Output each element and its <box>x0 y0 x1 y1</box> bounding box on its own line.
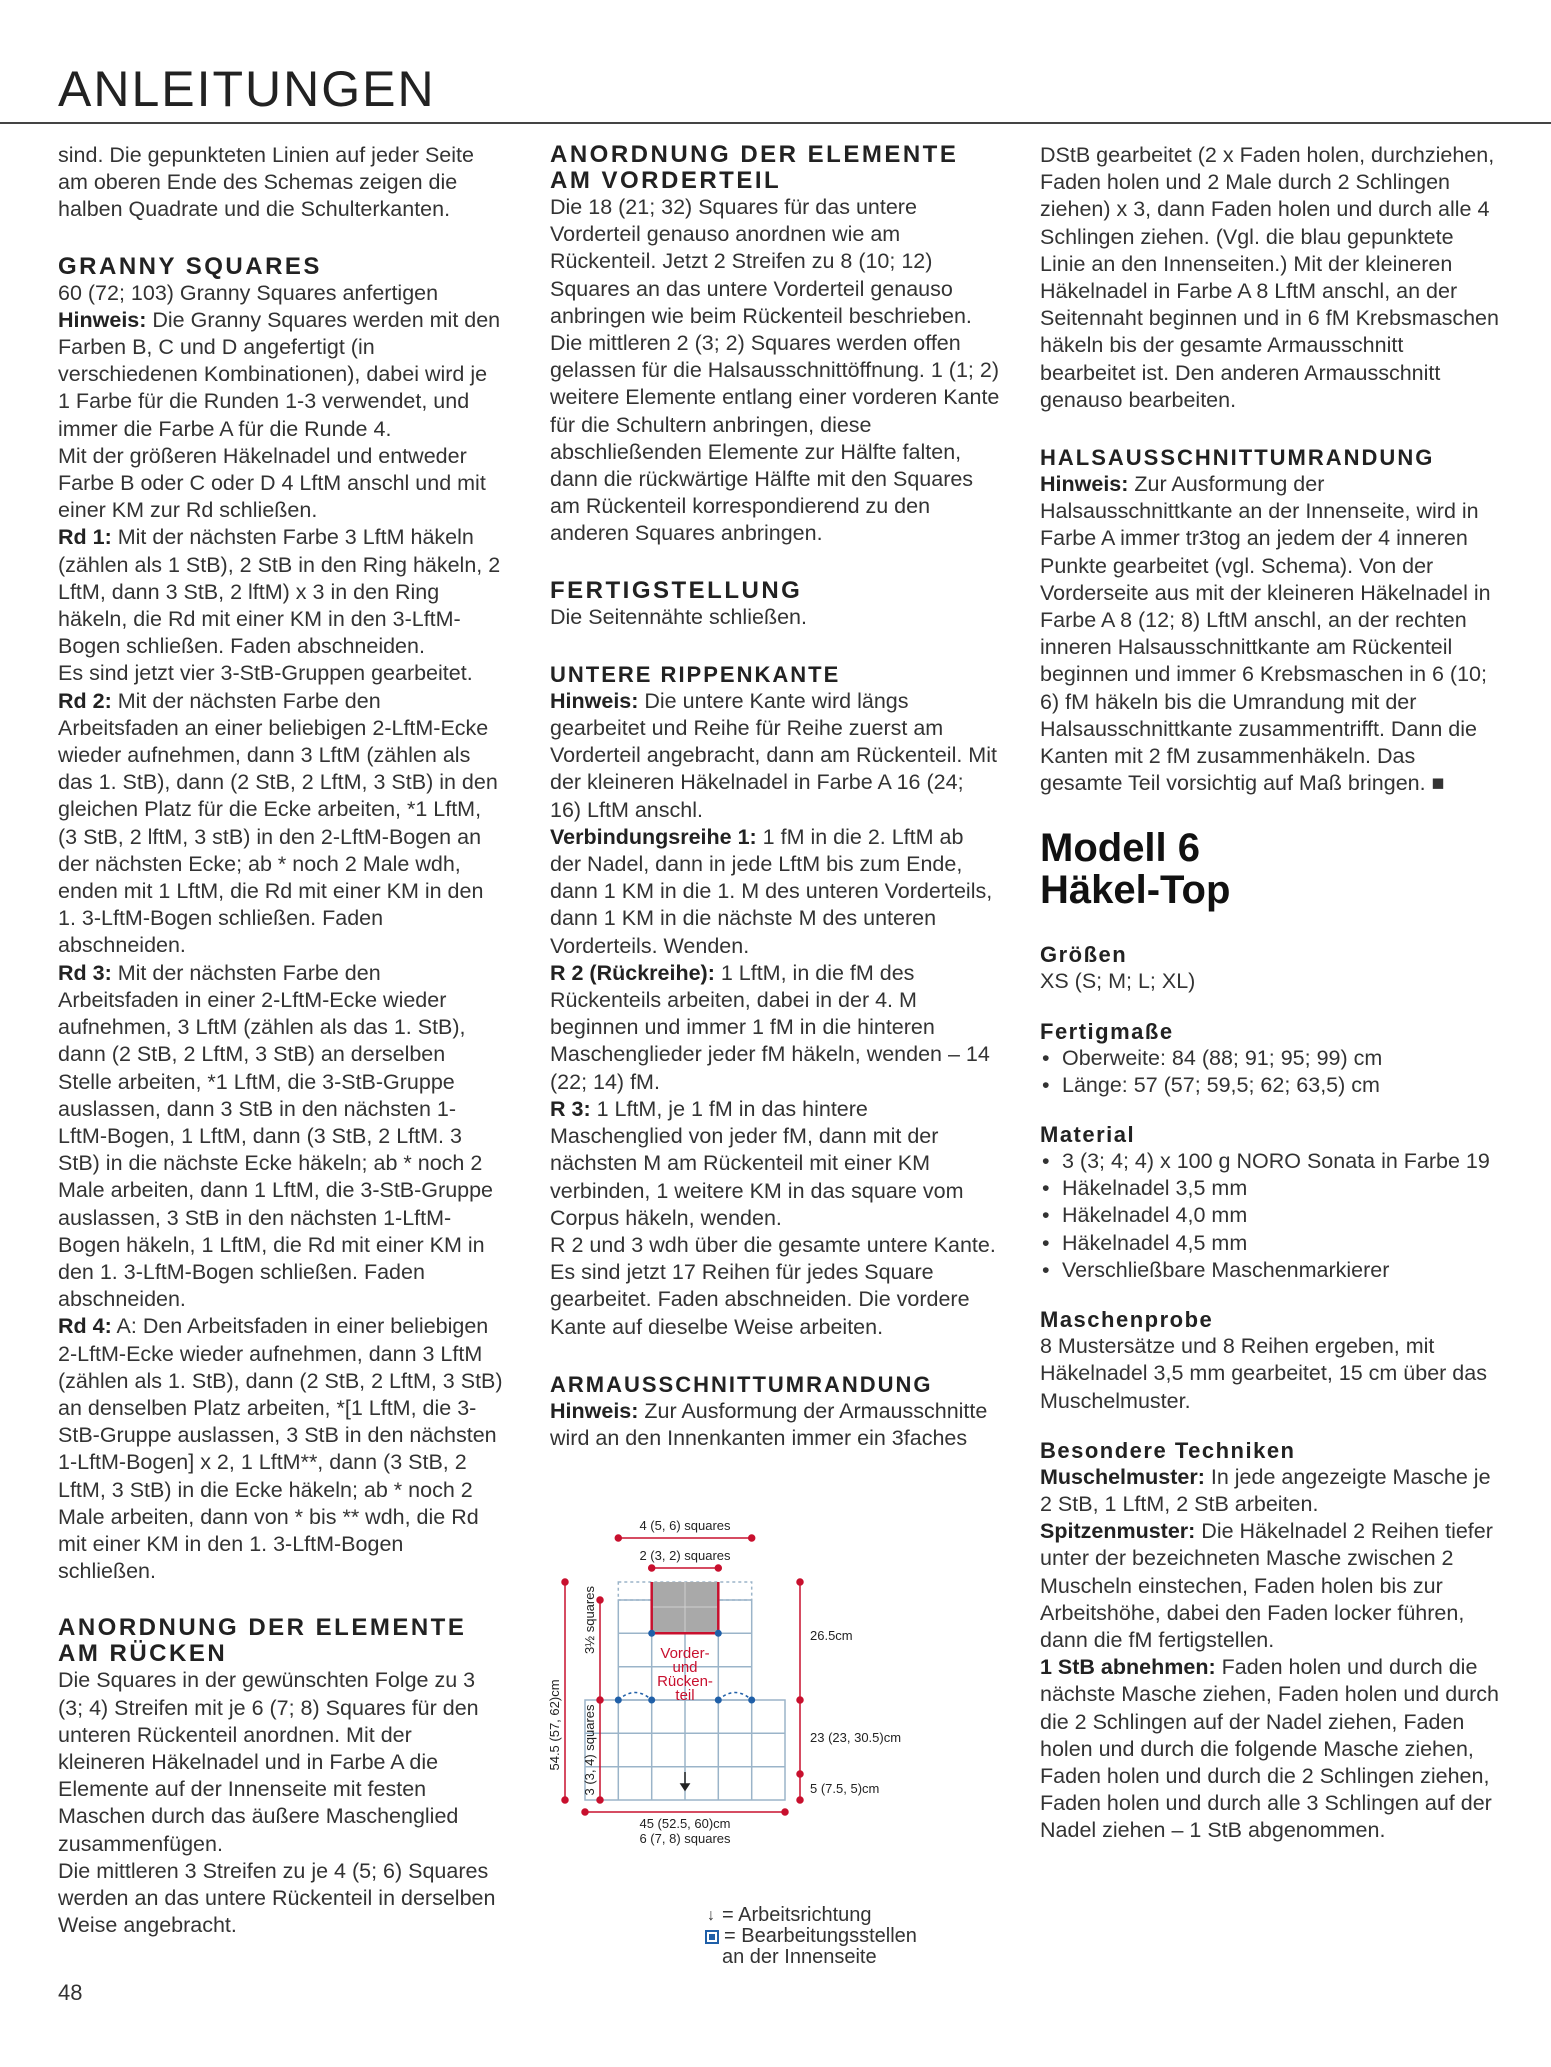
granny-start: Mit der größeren Häkelnadel und entweder Farbe B oder C oder D 4 LftM anschl und mit einer KM zur Rd schließen. <box>58 443 486 523</box>
arrow-down-icon: ↓ <box>707 1907 715 1924</box>
heading-maschenprobe: Maschenprobe <box>1040 1307 1214 1333</box>
reihe-2-3-repeat: R 2 und 3 wdh über die gesamte untere Kante. Es sind jetzt 17 Reihen für jedes Square gearbeitet. Faden abschneiden. Die vordere Kante auf dieselbe Weise arbeiten. <box>550 1232 996 1339</box>
list-item: • 3 (3; 4; 4) x 100 g NORO Sonata in Farbe 19 <box>1040 1148 1500 1175</box>
label-left-bottom: 3 (3, 4) squares <box>582 1704 597 1796</box>
stb-abnehmen: 1 StB abnehmen: Faden holen und durch die nächste Masche ziehen, Faden holen und durch die 2 Schlingen auf der Nadel ziehen, Faden holen und durch die folgende Masche ziehen, Faden holen und durch die 2 Schlingen ziehen, Faden holen und durch alle 3 Schlingen auf der Nadel ziehen – 1 StB abgenommen. <box>1040 1655 1499 1843</box>
ruecken-text: Die Squares in der gewünschten Folge zu 3 (3; 4) Streifen mit je 6 (7; 8) Squares für den unteren Rückenteil anordnen. Mit der kleineren Häkelnadel und in Farbe A die Elemente auf der Innenseite mit festen Maschen durch das äußere Maschenglied zusammenfügen. <box>58 1668 479 1856</box>
round-1-note: Es sind jetzt vier 3-StB-Gruppen gearbeitet. <box>58 661 473 686</box>
continued-paragraph: sind. Die gepunkteten Linien auf jeder Seite am oberen Ende des Schemas zeigen die halben Quadrate und die Schulterkanten. <box>58 143 474 222</box>
direction-arrow <box>681 1772 689 1790</box>
material-list <box>1040 1148 1500 1284</box>
heading-fertigmasse: Fertigmaße <box>1040 1018 1174 1044</box>
label-right-mid: 23 (23, 30.5)cm <box>810 1730 902 1745</box>
svg-text:und: und <box>672 1659 698 1676</box>
arm-continued: DStB gearbeitet (2 x Faden holen, durchziehen, Faden holen und 2 Male durch 2 Schlingen ziehen) x 3, dann Faden holen und durch alle 4 Schlingen ziehen. (Vgl. die blau gepunktete Linie an den Innenseiten.) Mit der kleineren Häkelnadel in Farbe A 8 LftM anschl, an der Seitennaht beginnen und in 6 fM Krebsmaschen häkeln bis der gesamte Armausschnitt bearbeitet ist. Den anderen Armausschnitt genauso bearbeiten. <box>1040 143 1499 412</box>
list-item: • Häkelnadel 3,5 mm <box>1040 1175 1500 1202</box>
header-divider <box>0 122 1551 124</box>
arm-hinweis: Hinweis: Zur Ausformung der Armausschnitte wird an den Innenkanten immer ein 3faches <box>550 1398 988 1450</box>
reihe-2: R 2 (Rückreihe): 1 LftM, in die fM des Rückenteils arbeiten, dabei in der 4. M beginnen und immer 1 fM in die hinteren Maschenglieder jeder fM häkeln, wenden – 14 (22; 14) fM. <box>550 960 990 1094</box>
probe-text: 8 Mustersätze und 8 Reihen ergeben, mit Häkelnadel 3,5 mm gearbeitet, 15 cm über das Muschelmuster. <box>1040 1334 1487 1413</box>
column-2 <box>550 142 1000 1452</box>
list-item: • Häkelnadel 4,0 mm <box>1040 1202 1500 1229</box>
round-2: Rd 2: Mit der nächsten Farbe den Arbeitsfaden an einer beliebigen 2-LftM-Ecke wieder aufnehmen, dann 3 LftM (zählen als das 1. StB), dann (2 StB, 2 LftM, 3 StB) in den gleichen Platz für die Ecke arbeiten, *1 LftM, (3 StB, 2 lftM, 3 stB) in den 2-LftM-Bogen an der nächsten Ecke; ab * noch 2 Male wdh, enden mit 1 LftM, die Rd mit einer KM in den 1. 3-LftM-Bogen schließen. Faden abschneiden. <box>58 688 498 958</box>
masse-list <box>1040 1045 1500 1099</box>
muschelmuster: Muschelmuster: In jede angezeigte Masche je 2 StB, 1 LftM, 2 StB arbeiten. <box>1040 1464 1491 1516</box>
heading-techniken: Besondere Techniken <box>1040 1437 1296 1463</box>
reihe-3: R 3: 1 LftM, je 1 fM in das hintere Maschenglied von jeder fM, dann mit der nächsten M am Rückenteil mit einer KM verbinden, 1 weitere KM in das square vom Corpus häkeln, wenden. <box>550 1096 964 1230</box>
heading-rippenkante: UNTERE RIPPENKANTE <box>550 661 841 687</box>
groessen-text: XS (S; M; L; XL) <box>1040 969 1196 994</box>
svg-text:Vorder-: Vorder- <box>660 1645 710 1662</box>
list-item: • Oberweite: 84 (88; 91; 95; 99) cm <box>1040 1045 1500 1072</box>
heading-material: Material <box>1040 1122 1136 1148</box>
label-left-top: 3½ squares <box>582 1586 597 1654</box>
model-title: Modell 6 Häkel-Top <box>1040 826 1231 913</box>
round-3: Rd 3: Mit der nächsten Farbe den Arbeitsfaden in einer 2-LftM-Ecke wieder aufnehmen, 3 LftM (zählen als das 1. StB), dann (2 StB, 2 LftM, 3 StB) an derselben Stelle arbeiten, *1 LftM, die 3-StB-Gruppe auslassen, dann 3 StB in den nächsten 1-LftM-Bogen, 1 LftM, dann (3 StB, 2 LftM. 3 StB) in die nächste Ecke häkeln; ab * noch 2 Male arbeiten, dann 1 LftM, die 3-StB-Gruppe auslassen, 3 StB in den nächsten 1-LftM-Bogen häkeln, 1 LftM, die Rd mit einer KM in den 1. 3-LftM-Bogen schließen. Faden abschneiden. <box>58 960 494 1312</box>
rippen-hinweis: Hinweis: Die untere Kante wird längs gearbeitet und Reihe für Reihe zuerst am Vorderteil angebracht, dann am Rückenteil. Mit der kleineren Häkelnadel in Farbe A 16 (24; 16) LftM anschl. <box>550 688 997 822</box>
column-3 <box>1040 142 1500 1845</box>
svg-text:Rücken-: Rücken- <box>657 1673 713 1690</box>
heading-fertigstellung: FERTIGSTELLUNG <box>550 576 803 604</box>
svg-text:teil: teil <box>675 1687 695 1704</box>
heading-groessen: Größen <box>1040 942 1128 968</box>
label-top-width: 4 (5, 6) squares <box>639 1518 731 1533</box>
heading-halsausschnitt: HALSAUSSCHNITTUMRANDUNG <box>1040 445 1435 471</box>
schema-center-label <box>657 1645 713 1704</box>
vorder-text: Die 18 (21; 32) Squares für das untere Vorderteil genauso anordnen wie am Rückenteil. Jetzt 2 Streifen zu 8 (10; 12) Squares an das untere Vorderteil genauso anbringen wie beim Rückenteil beschrieben. Die mittleren 2 (3; 2) Squares werden offen gelassen für die Halsausschnittöffnung. 1 (1; 2) weitere Elemente entlang einer vorderen Kante für die Schultern anbringen, diese abschließenden Elemente zur Hälfte falten, dann die rückwärtige Hälfte mit den Squares am Rückenteil korrespondierend zu den anderen Squares anbringen. <box>550 195 1000 546</box>
schema-legend: ↓ = Arbeitsrichtung = Bearbeitungsstellen an der Innenseite <box>700 1905 917 1968</box>
spitzenmuster: Spitzenmuster: Die Häkelnadel 2 Reihen tiefer unter der bezeichneten Masche zwischen 2 Muscheln einstechen, Faden holen bis zur Arbeitshöhe, dabei den Faden locker führen, dann die fM fertigstellen. <box>1040 1519 1493 1652</box>
granny-hinweis: Hinweis: Die Granny Squares werden mit den Farben B, C und D angefertigt (in verschiedenen Kombinationen), dabei wird je 1 Farbe für die Runden 1-3 verwendet, und immer die Farbe A für die Runde 4. <box>58 307 501 441</box>
column-1 <box>58 142 503 1939</box>
verbindungsreihe: Verbindungsreihe 1: 1 fM in die 2. LftM ab der Nadel, dann in jede LftM bis zum Ende, dann 1 KM in die 1. M des unteren Vorderteils, dann 1 KM in die nächste M des unteren Vorderteils. Wenden. <box>550 824 993 958</box>
round-4: Rd 4: A: Den Arbeitsfaden in einer beliebigen 2-LftM-Ecke wieder aufnehmen, dann 3 LftM (zählen als 1. StB), dann (2 StB, 2 LftM, 3 StB) an denselben Platz arbeiten, *[1 LftM, die 3-StB-Gruppe auslassen, 3 StB in den nächsten 1-LftM-Bogen] x 2, 1 LftM**, dann (3 StB, 2 LftM, 3 StB) in die Ecke häkeln; ab * noch 2 Male arbeiten, dann von * bis ** wdh, die Rd mit einer KM in den 1. 3-LftM-Bogen schließen. <box>58 1314 503 1584</box>
label-left-total: 54.5 (57, 62)cm <box>547 1679 562 1771</box>
label-right-bottom: 5 (7.5, 5)cm <box>810 1781 880 1796</box>
ruecken-text-2: Die mittleren 3 Streifen zu je 4 (5; 6) Squares werden an das untere Rückenteil in derselben Weise angebracht. <box>58 1858 496 1938</box>
label-neck-width: 2 (3, 2) squares <box>639 1548 731 1563</box>
heading-anordnung-ruecken: ANORDNUNG DER ELEMENTE AM RÜCKEN <box>58 1614 467 1668</box>
fertig-text: Die Seitennähte schließen. <box>550 604 807 629</box>
pattern-schema <box>547 1510 1025 1930</box>
label-bottom-cm: 45 (52.5, 60)cm <box>639 1816 731 1831</box>
point-marker-icon <box>705 1930 719 1944</box>
page-header-title: ANLEITUNGEN <box>58 61 436 117</box>
page-number: 48 <box>58 1980 83 2005</box>
round-1: Rd 1: Mit der nächsten Farbe 3 LftM häkeln (zählen als 1 StB), 2 StB in den Ring häkeln, 2 LftM, dann 3 StB, 2 lftM) x 3 in den Ring häkeln, die Rd mit einer KM in den 3-LftM-Bogen schließen. Faden abschneiden. <box>58 525 501 659</box>
list-item: • Länge: 57 (57; 59,5; 62; 63,5) cm <box>1040 1072 1500 1099</box>
heading-armausschnitt: ARMAUSSCHNITTUMRANDUNG <box>550 1371 933 1397</box>
hals-text: Hinweis: Zur Ausformung der Halsausschnittkante an der Innenseite, wird in Farbe A immer tr3tog an jedem der 4 inneren Punkte gearbeitet (vgl. Schema). Von der Vorderseite aus mit der kleineren Häkelnadel in Farbe A 8 (12; 8) LftM anschl, an der rechten inneren Halsausschnittkante am Rückenteil beginnen und immer 6 Krebsmaschen in 6 (10; 6) fM häkeln bis die Umrandung mit der Halsausschnittkante zusammentrifft. Dann die Kanten mit 2 fM zusammenhäkeln. Das gesamte Teil vorsichtig auf Maß bringen. ■ <box>1040 472 1491 796</box>
heading-granny-squares: GRANNY SQUARES <box>58 252 322 280</box>
label-right-top: 26.5cm <box>810 1628 853 1643</box>
list-item: • Verschließbare Maschenmarkierer <box>1040 1257 1500 1284</box>
list-item: • Häkelnadel 4,5 mm <box>1040 1230 1500 1257</box>
heading-anordnung-vorderteil: ANORDNUNG DER ELEMENTE AM VORDERTEIL <box>550 141 959 194</box>
end-mark: ■ <box>1431 771 1445 796</box>
label-bottom-squares: 6 (7, 8) squares <box>639 1831 731 1846</box>
granny-count: 60 (72; 103) Granny Squares anfertigen <box>58 280 439 305</box>
